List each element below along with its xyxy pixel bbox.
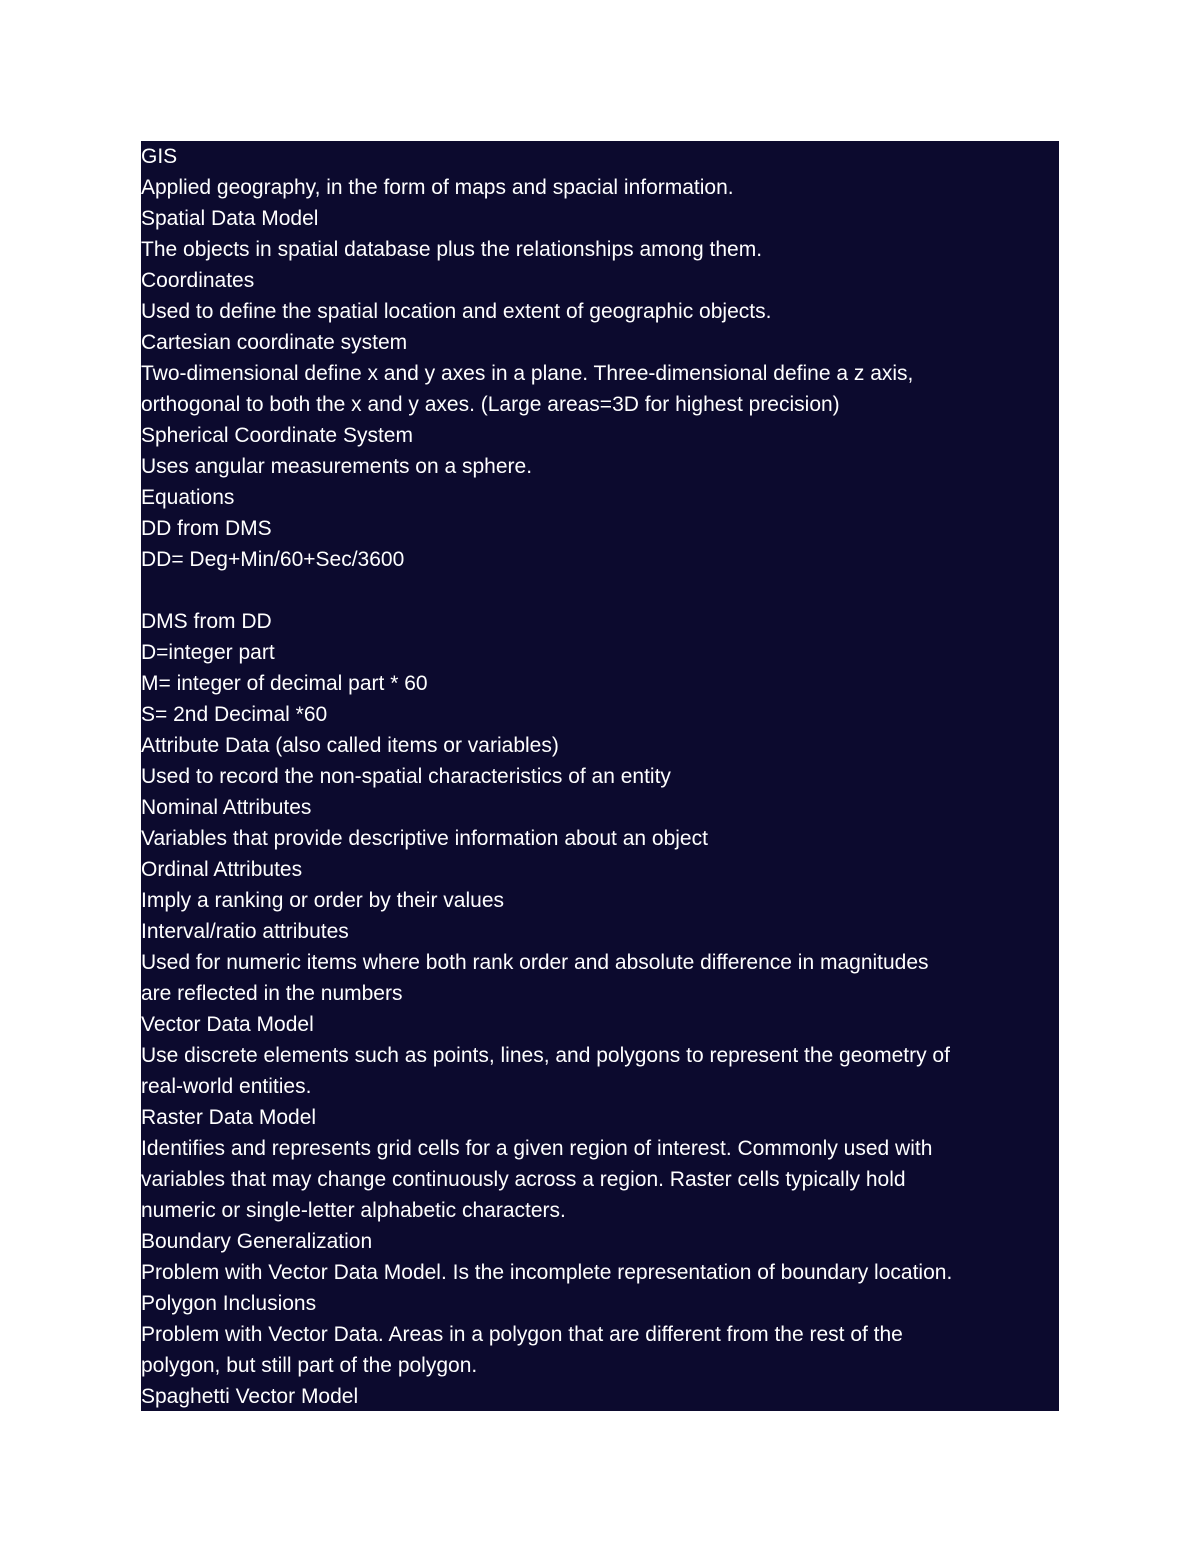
term-line: Polygon Inclusions <box>141 1292 317 1315</box>
definition-line: Used to define the spatial location and extent of geographic objects. <box>141 300 772 323</box>
term-line: Boundary Generalization <box>141 1230 373 1253</box>
term-line: Nominal Attributes <box>141 796 312 819</box>
definition-line: numeric or single-letter alphabetic characters. <box>141 1199 566 1222</box>
definition-line: orthogonal to both the x and y axes. (Large areas=3D for highest precision) <box>141 393 840 416</box>
definition-line: Imply a ranking or order by their values <box>141 889 504 912</box>
definition-line: Variables that provide descriptive information about an object <box>141 827 708 850</box>
definition-line: DMS from DD <box>141 610 272 633</box>
term-line: Equations <box>141 486 235 509</box>
definition-line: S= 2nd Decimal *60 <box>141 703 328 726</box>
term-line: Cartesian coordinate system <box>141 331 408 354</box>
definition-line: polygon, but still part of the polygon. <box>141 1354 478 1377</box>
term-line: Coordinates <box>141 269 255 292</box>
definition-line: Use discrete elements such as points, lines, and polygons to represent the geometry of <box>141 1044 950 1067</box>
definition-line: Used for numeric items where both rank order and absolute difference in magnitudes <box>141 951 929 974</box>
definition-line: Problem with Vector Data. Areas in a polygon that are different from the rest of the <box>141 1323 903 1346</box>
definition-line: D=integer part <box>141 641 275 664</box>
definition-line: DD= Deg+Min/60+Sec/3600 <box>141 548 405 571</box>
definition-line: Uses angular measurements on a sphere. <box>141 455 533 478</box>
highlighted-text-block <box>141 141 1059 1411</box>
definition-line: Used to record the non-spatial characteristics of an entity <box>141 765 671 788</box>
definition-line: The objects in spatial database plus the relationships among them. <box>141 238 763 261</box>
term-line: Spherical Coordinate System <box>141 424 413 447</box>
definition-line: are reflected in the numbers <box>141 982 403 1005</box>
term-line: Spaghetti Vector Model <box>141 1385 359 1408</box>
definition-line: Two-dimensional define x and y axes in a plane. Three-dimensional define a z axis, <box>141 362 914 385</box>
definition-line: Problem with Vector Data Model. Is the incomplete representation of boundary location. <box>141 1261 953 1284</box>
blank-line <box>141 575 1059 606</box>
definition-line: DD from DMS <box>141 517 272 540</box>
definition-line: Identifies and represents grid cells for a given region of interest. Commonly used with <box>141 1137 933 1160</box>
term-line: Interval/ratio attributes <box>141 920 349 943</box>
term-line: Raster Data Model <box>141 1106 317 1129</box>
definition-line: variables that may change continuously across a region. Raster cells typically hold <box>141 1168 906 1191</box>
term-line: Ordinal Attributes <box>141 858 303 881</box>
term-line: GIS <box>141 145 178 168</box>
definition-line: M= integer of decimal part * 60 <box>141 672 428 695</box>
definition-line: Applied geography, in the form of maps and spacial information. <box>141 176 734 199</box>
definition-line: real-world entities. <box>141 1075 312 1098</box>
term-line: Spatial Data Model <box>141 207 319 230</box>
term-line: Attribute Data (also called items or variables) <box>141 734 559 757</box>
term-line: Vector Data Model <box>141 1013 314 1036</box>
